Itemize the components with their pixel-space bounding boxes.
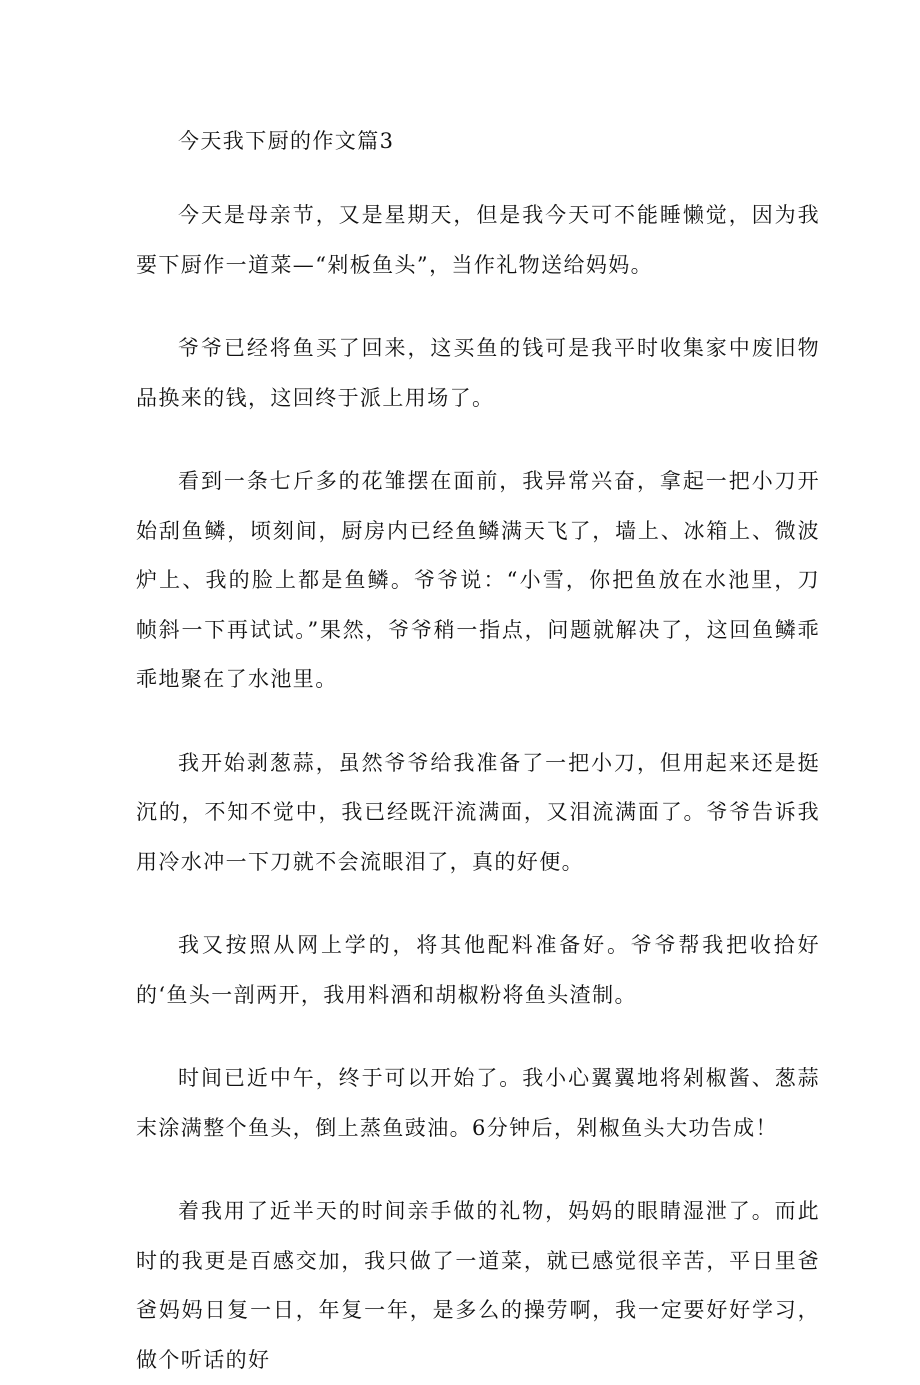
paragraph-7: 着我用了近半天的时间亲手做的礼物，妈妈的眼睛湿泄了。而此时的我更是百感交加，我只做了一道菜，就已感觉很辛苦，平日里爸爸妈妈日复一日，年复一年，是多么的操劳啊，我一定要好好学习，做个听话的好 bbox=[136, 1199, 820, 1372]
paragraph-2: 爷爷已经将鱼买了回来，这买鱼的钱可是我平时收集家中废旧物品换来的钱，这回终于派上用场了。 bbox=[136, 336, 820, 410]
paragraph-3: 看到一条七斤多的花雏摆在面前，我异常兴奋，拿起一把小刀开始刮鱼鳞，顷刻间，厨房内已经鱼鳞满天飞了，墙上、冰箱上、微波炉上、我的脸上都是鱼鳞。爷爷说：“小雪，你把鱼放在水池里，刀帧斜一下再试试。”果然，爷爷稍一指点，问题就解决了，这回鱼鳞乖乖地聚在了水池里。 bbox=[136, 469, 820, 691]
paragraph-4: 我开始剥葱蒜，虽然爷爷给我准备了一把小刀，但用起来还是挺沉的，不知不觉中，我已经既汗流满面，又泪流满面了。爷爷告诉我用冷水冲一下刀就不会流眼泪了，真的好便。 bbox=[136, 750, 820, 874]
paragraph-5: 我又按照从网上学的，将其他配料准备好。爷爷帮我把收拾好的‘鱼头一剖两开，我用料酒和胡椒粉将鱼头渣制。 bbox=[136, 933, 820, 1007]
paragraph-1: 今天是母亲节，又是星期天，但是我今天可不能睡懒觉，因为我要下厨作一道菜—“剁板鱼头”，当作礼物送给妈妈。 bbox=[136, 203, 820, 277]
document-title: 今天我下厨的作文篇3 bbox=[178, 129, 395, 153]
paragraph-6: 时间已近中午，终于可以开始了。我小心翼翼地将剁椒酱、葱蒜末涂满整个鱼头，倒上蒸鱼豉油。6分钟后，剁椒鱼头大功告成！ bbox=[136, 1066, 820, 1140]
